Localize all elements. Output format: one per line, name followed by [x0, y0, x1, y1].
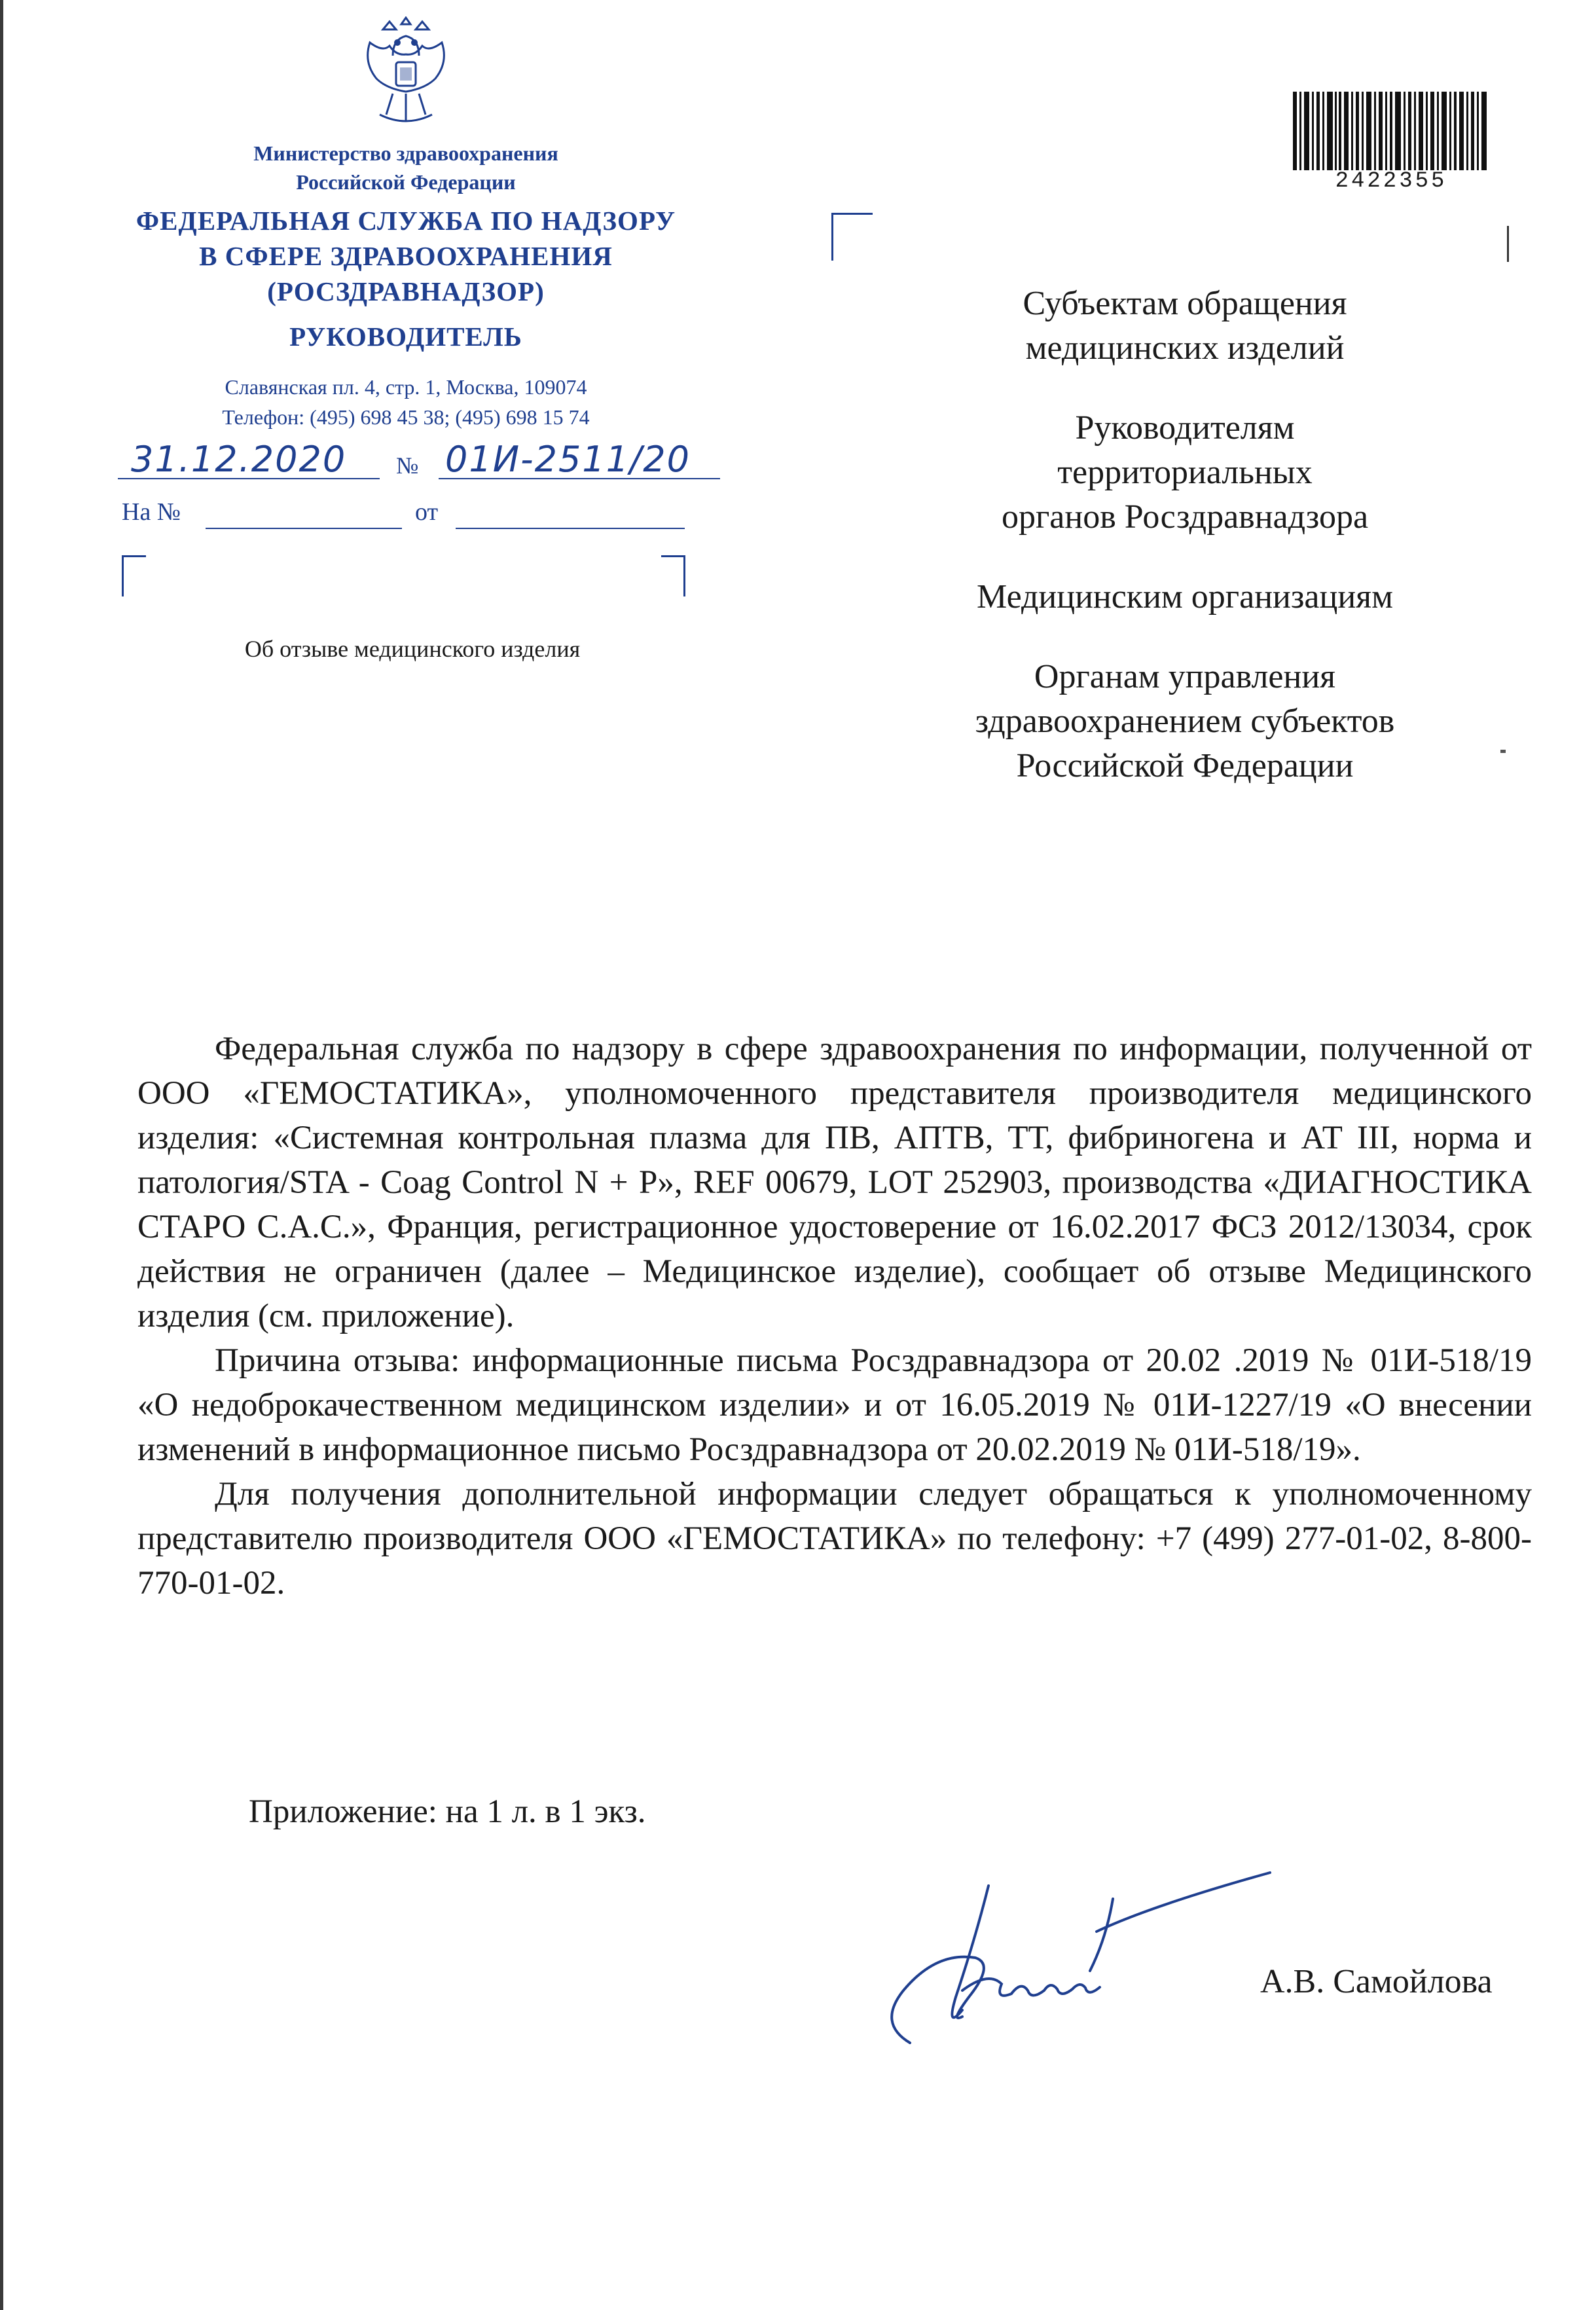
service-line: В СФЕРЕ ЗДРАВООХРАНЕНИЯ — [199, 241, 613, 271]
ref-label: На № — [122, 498, 181, 526]
ministry-line: Министерство здравоохранения — [253, 141, 558, 165]
address-corner-right — [1507, 226, 1509, 262]
service-line: ФЕДЕРАЛЬНАЯ СЛУЖБА ПО НАДЗОРУ — [136, 206, 676, 236]
addressee-line: Российской Федерации — [1016, 747, 1354, 784]
service-name — [98, 203, 714, 309]
addressee-line: Субъектам обращения — [1023, 285, 1347, 322]
addressee-line: медицинских изделий — [1025, 329, 1345, 367]
subject-corner-left — [122, 555, 146, 596]
addressee-line: Органам управления — [1034, 658, 1336, 695]
head-title: РУКОВОДИТЕЛЬ — [289, 321, 522, 352]
phone: Телефон: (495) 698 45 38; (495) 698 15 74 — [222, 405, 590, 429]
scan-mark — [1500, 750, 1506, 753]
ref-number-blank — [206, 528, 402, 529]
ref-date-blank — [456, 528, 685, 529]
handwritten-signature — [864, 1860, 1283, 2056]
addressee-line: Руководителям — [1075, 409, 1295, 447]
coat-of-arms-emblem — [357, 16, 455, 128]
addressee — [923, 575, 1447, 619]
ministry-line: Российской Федерации — [296, 170, 516, 194]
body-paragraph: Федеральная служба по надзору в сфере здравоохранения по информации, полученной от ООО «ГЕМОСТАТИКА», уполномоченного представителя производителя медицинского изделия: «Системная контрольная плазма для ПВ, АПТВ, ТТ, фибриногена и АТ III, норма и патология/STA - Coag Control N + P», REF 00679, LOT 252903, производства «ДИАГНОСТИКА СТАРО С.А.С.», Франция, регистрационное удостоверение от 16.02.2017 ФСЗ 2012/13034, срок действия не ограничен (далее – Медицинское изделие), сообщает об отзыве Медицинского изделия (см. приложение). — [137, 1031, 1532, 1334]
letter-subject: Об отзыве медицинского изделия — [244, 636, 581, 662]
addressee-line: территориальных — [1057, 454, 1313, 491]
addressee-line: Медицинским организациям — [977, 578, 1393, 615]
letter-body — [137, 1027, 1532, 1605]
registration-number: 01И-2511/20 — [445, 439, 691, 480]
body-paragraph: Причина отзыва: информационные письма Росздравнадзора от 20.02 .2019 № 01И-518/19 «О недоброкачественном медицинском изделии» и от 16.05.2019 № 01И-1227/19 «О внесении изменений в информационное письмо Росздравнадзора от 20.02.2019 № 01И-518/19». — [137, 1342, 1532, 1468]
service-line: (РОСЗДРАВНАДЗОР) — [267, 276, 545, 306]
number-underline — [439, 478, 720, 479]
registration-line — [118, 439, 786, 491]
addressee-block — [923, 282, 1447, 824]
body-paragraph: Для получения дополнительной информации следует обращаться к уполномоченному представителю производителя ООО «ГЕМОСТАТИКА» по телефону: +7 (499) 277-01-02, 8-800-770-01-02. — [137, 1476, 1532, 1602]
ref-from-label: от — [415, 498, 439, 526]
number-sign: № — [396, 452, 419, 479]
addressee — [923, 282, 1447, 371]
address-corner-left — [831, 213, 873, 261]
ministry-name — [131, 139, 681, 196]
barcode — [1293, 92, 1489, 170]
addressee — [923, 655, 1447, 788]
addressee-line: органов Росздравнадзора — [1001, 498, 1369, 536]
addressee — [923, 406, 1447, 540]
registration-date: 31.12.2020 — [131, 439, 347, 480]
reference-line — [122, 498, 711, 537]
address: Славянская пл. 4, стр. 1, Москва, 109074 — [225, 375, 587, 399]
scan-edge — [0, 0, 3, 2310]
date-underline — [118, 478, 380, 479]
addressee-line: здравоохранением субъектов — [975, 703, 1395, 740]
subject-corner-right — [661, 555, 685, 596]
barcode-number: 2422355 — [1335, 169, 1447, 194]
signer-name: А.В. Самойлова — [1260, 1963, 1493, 2000]
contact-block — [118, 372, 694, 432]
attachment-note: Приложение: на 1 л. в 1 экз. — [249, 1793, 646, 1830]
